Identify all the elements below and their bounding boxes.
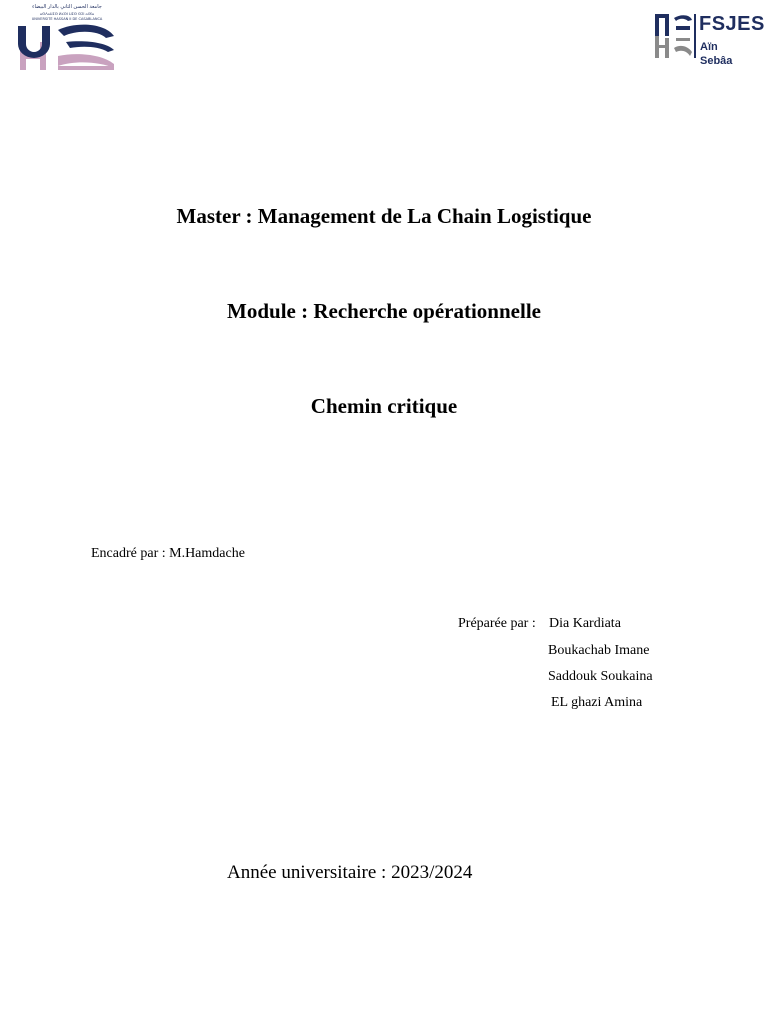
master-heading: Master : Management de La Chain Logistique bbox=[176, 204, 592, 228]
document-title: Chemin critique bbox=[310, 394, 458, 418]
module-heading: Module : Recherche opérationnelle bbox=[227, 299, 541, 323]
team-member: Saddouk Soukaina bbox=[548, 669, 653, 684]
fsjes-logo bbox=[652, 12, 765, 67]
university-tifinagh-name: ⴰⵙⴷⴰⵡⵉⵙ ⵍⵃⵙⵏ ⵡⵉⵙ ⵙⵉⵏ ⴰⵏⴼⴰ bbox=[39, 12, 95, 16]
fsjes-name: FSJES bbox=[699, 13, 765, 35]
university-logo bbox=[14, 4, 118, 70]
team-member: EL ghazi Amina bbox=[551, 695, 643, 710]
uh2-mini-logo-icon bbox=[652, 12, 696, 60]
team-member: Dia Kardiata bbox=[549, 616, 621, 631]
prepared-by-label: Préparée par : bbox=[458, 616, 536, 631]
academic-year: Année universitaire : 2023/2024 bbox=[227, 862, 473, 883]
team-member: Boukachab Imane bbox=[548, 643, 650, 658]
fsjes-campus: Aïn Sebâa bbox=[700, 41, 733, 67]
supervisor-line: Encadré par : M.Hamdache bbox=[91, 546, 245, 561]
university-latin-name: UNIVERSITÉ HASSAN II DE CASABLANCA bbox=[31, 17, 103, 21]
university-arabic-name: جامعة الحسن الثاني بالدار البيضاء bbox=[32, 4, 102, 10]
uh2c-logo-icon bbox=[14, 22, 118, 70]
